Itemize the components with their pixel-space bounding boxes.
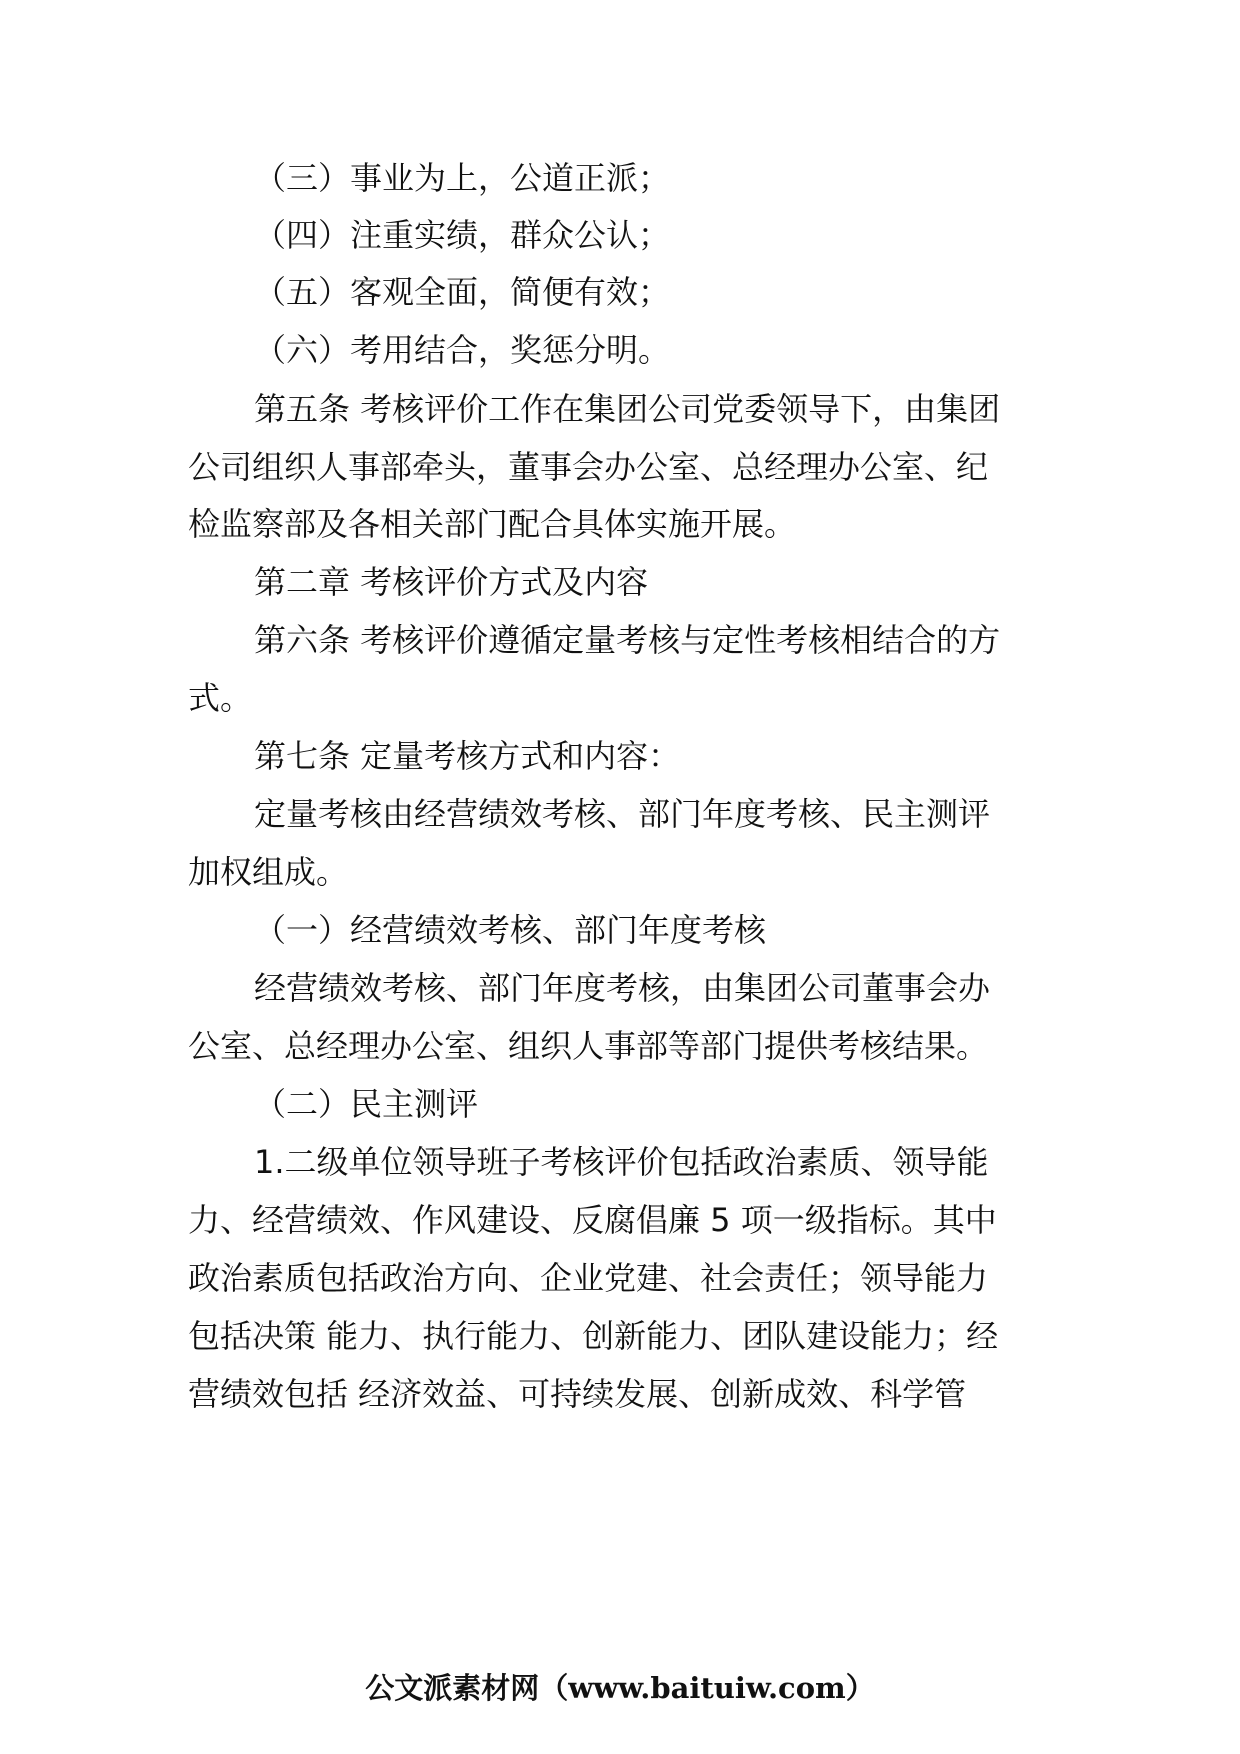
article-5-line-3: 检监察部及各相关部门配合具体实施开展。 — [188, 505, 797, 543]
item-1-line-3: 政治素质包括政治方向、企业党建、社会责任；领导能力 — [188, 1259, 989, 1297]
article-5-line-2: 公司组织人事部牵头，董事会办公室、总经理办公室、纪 — [188, 448, 989, 486]
article-6-line-1: 第六条 考核评价遵循定量考核与定性考核相结合的方 — [254, 621, 1001, 659]
item-1-line-1: 1.二级单位领导班子考核评价包括政治素质、领导能 — [254, 1143, 989, 1181]
section-2-heading: （二）民主测评 — [254, 1085, 479, 1123]
quantitative-line-1: 定量考核由经营绩效考核、部门年度考核、民主测评 — [254, 795, 991, 833]
item-1-line-2: 力、经营绩效、作风建设、反腐倡廉 5 项一级指标。其中 — [188, 1201, 997, 1239]
section-1-heading: （一）经营绩效考核、部门年度考核 — [254, 911, 767, 949]
quantitative-line-2: 加权组成。 — [188, 853, 349, 891]
clause-3: （三）事业为上，公道正派； — [254, 159, 671, 197]
section-1-line-1: 经营绩效考核、部门年度考核，由集团公司董事会办 — [254, 969, 991, 1007]
clause-6: （六）考用结合，奖惩分明。 — [254, 331, 671, 369]
item-1-line-5: 营绩效包括 经济效益、可持续发展、创新成效、科学管 — [188, 1375, 967, 1413]
section-1-line-2: 公室、总经理办公室、组织人事部等部门提供考核结果。 — [188, 1027, 989, 1065]
item-1-line-4: 包括决策 能力、执行能力、创新能力、团队建设能力；经 — [188, 1317, 999, 1355]
article-5-line-1: 第五条 考核评价工作在集团公司党委领导下，由集团 — [254, 390, 1001, 428]
chapter-2-heading: 第二章 考核评价方式及内容 — [254, 563, 649, 601]
article-7-heading: 第七条 定量考核方式和内容： — [254, 737, 681, 775]
clause-4: （四）注重实绩，群众公认； — [254, 216, 671, 254]
clause-5: （五）客观全面，简便有效； — [254, 273, 671, 311]
article-6-line-2: 式。 — [188, 679, 253, 717]
footer-watermark: 公文派素材网（www.baituiw.com） — [365, 1671, 875, 1705]
